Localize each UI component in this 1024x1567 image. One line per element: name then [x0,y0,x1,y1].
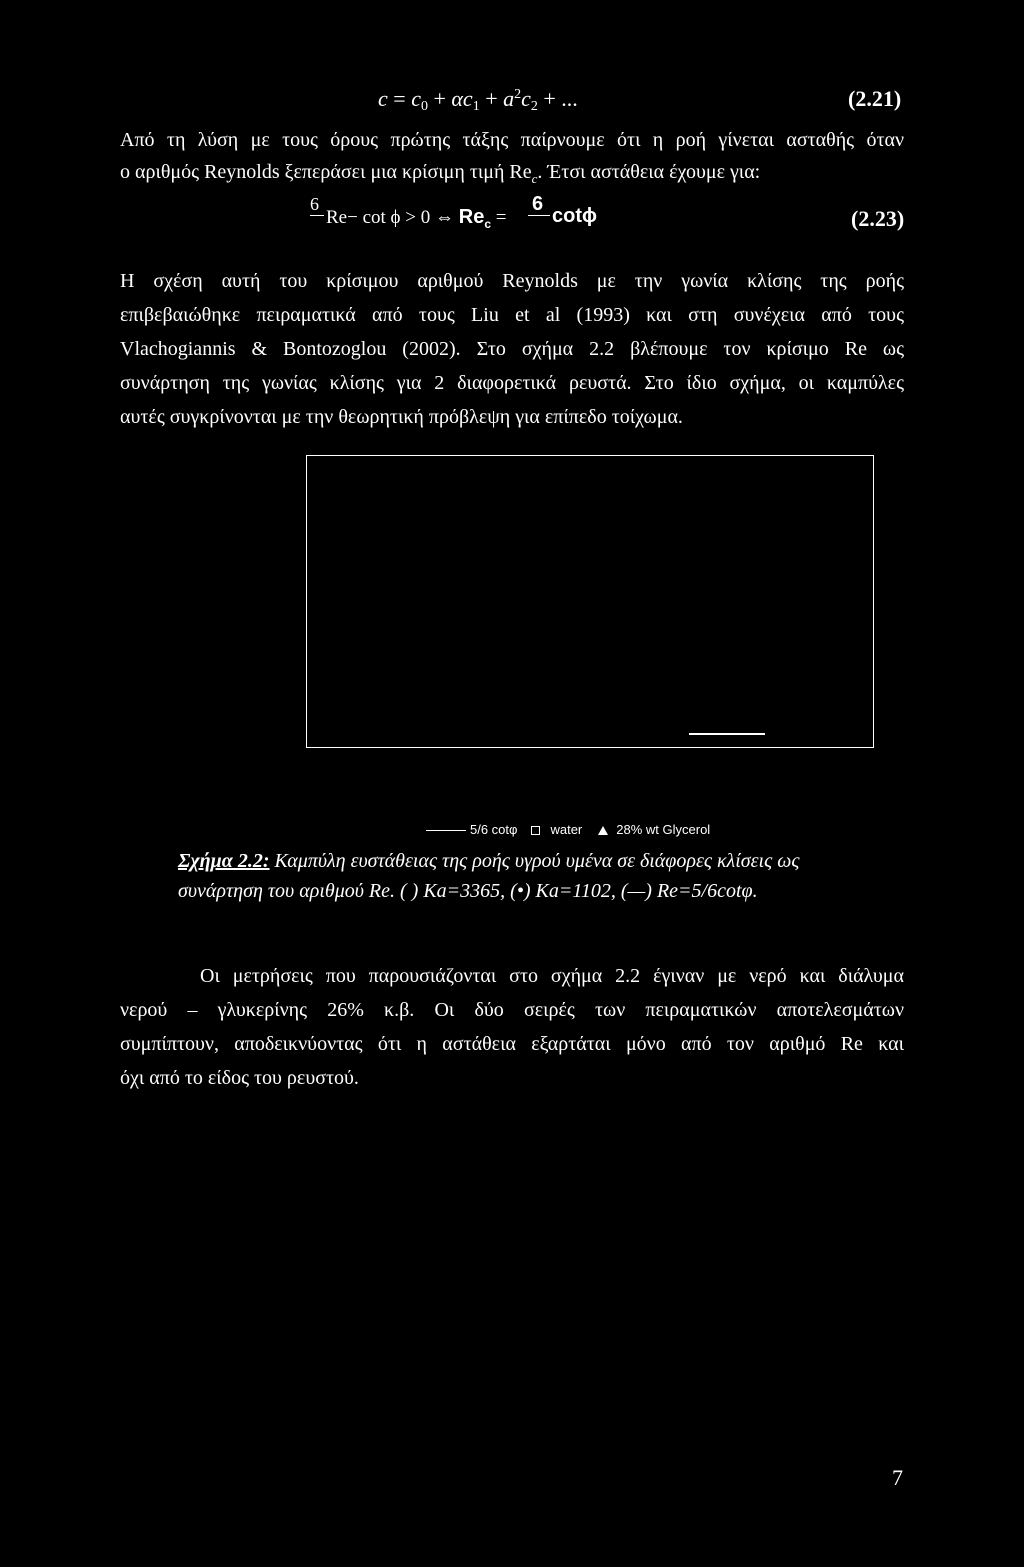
paragraph-line: Οι μετρήσεις που παρουσιάζονται στο σχήμα 2.2 έγιναν με νερό και διάλυμα [200,965,904,987]
equation-2-23 [310,195,770,245]
paragraph-line: νερού – γλυκερίνης 26% κ.β. Οι δύο σειρές των πειραματικών αποτελεσμάτων [120,999,904,1021]
paragraph-reynolds [120,264,904,434]
paragraph-line: συνάρτηση της γωνίας κλίσης για 2 διαφορετικά ρευστά. Στο ίδιο σχήμα, οι καμπύλες [120,372,904,394]
eq-symbol: c [521,86,531,111]
eq-symbol: a [503,86,515,111]
eq-subscript: 0 [420,99,428,114]
caption-text: Καμπύλη ευστάθειας της ροής υγρού υμένα σε διάφορες κλίσεις ως [269,850,800,872]
text-run: Re [458,206,485,228]
figure-legend [426,822,710,837]
text-run: . Έτσι αστάθεια έχουμε για: [537,161,761,183]
equation-2-21 [378,86,578,115]
paragraph-line: αυτές συγκρίνονται με την θεωρητική πρόβλεψη για επίπεδο τοίχωμα. [120,406,683,428]
paragraph-line: Vlachogiannis & Bontozoglou (2002). Στο σχήμα 2.2 βλέπουμε τον κρίσιμο Re ως [120,338,904,360]
paragraph-line [120,156,904,188]
fraction-numerator: 6 [532,193,544,215]
eq-superscript: 2 [514,87,522,102]
text-run: = [491,207,507,228]
page-number: 7 [892,1465,903,1490]
eq-symbol: c [378,86,388,111]
paragraph-measurements [120,959,904,1095]
subscript: c [531,171,538,186]
text-run: ο αριθμός Reynolds ξεπεράσει μια κρίσιμη τιμή Re [120,161,532,183]
paragraph-line: Η σχέση αυτή του κρίσιμου αριθμού Reynolds με την γωνία κλίσης της ροής [120,270,904,292]
paragraph-line: επιβεβαιώθηκε πειραματικά από τους Liu et al (1993) και στη συνέχεια από τους [120,304,904,326]
equation-number-2-23: (2.23) [851,206,905,231]
legend-label-glycerol: 28% wt Glycerol [616,822,711,837]
figure-2-2-frame [306,455,874,748]
eq-symbol: + ... [537,86,578,111]
caption-label: Σχήμα 2.2: [178,850,270,872]
legend-square-icon [531,826,540,835]
paragraph-line: όχι από το είδος του ρευστού. [120,1067,359,1089]
paragraph-intro [120,124,904,188]
eq-symbol: + [427,86,452,111]
eq-subscript: 1 [472,99,480,114]
text-run: cotϕ [552,205,597,227]
fraction-numerator: 6 [310,194,319,214]
caption-line: συνάρτηση του αριθμού Re. ( ) Ka=3365, (•) Ka=1102, (—) Re=5/6cotφ. [178,880,758,902]
legend-label-water: water [550,822,583,837]
eq-symbol: + [479,86,504,111]
legend-triangle-icon [598,826,608,835]
eq-symbol: = [387,86,412,111]
fraction-bar [528,215,550,216]
legend-label-theory: 5/6 cotφ [470,822,518,837]
eq-subscript: 2 [530,99,538,114]
caption-line [178,846,868,876]
paragraph-line: Από τη λύση με τους όρους πρώτης τάξης παίρνουμε ότι η ροή γίνεται ασταθής όταν [120,129,904,151]
legend-line-icon [426,830,466,831]
fraction-bar [310,215,324,216]
eq-symbol: αc [451,86,473,111]
text-run: Re− cot ϕ > 0 ⇔ [326,207,459,228]
figure-caption [178,846,868,906]
figure-curve-fragment [689,733,765,735]
equation-number-2-21: (2.21) [848,86,902,111]
paragraph-line: συμπίπτουν, αποδεικνύοντας ότι η αστάθεια εξαρτάται μόνο από τον αριθμό Re και [120,1033,904,1055]
equation-text [326,206,506,231]
eq-symbol: c [411,86,421,111]
subscript: c [484,216,492,231]
